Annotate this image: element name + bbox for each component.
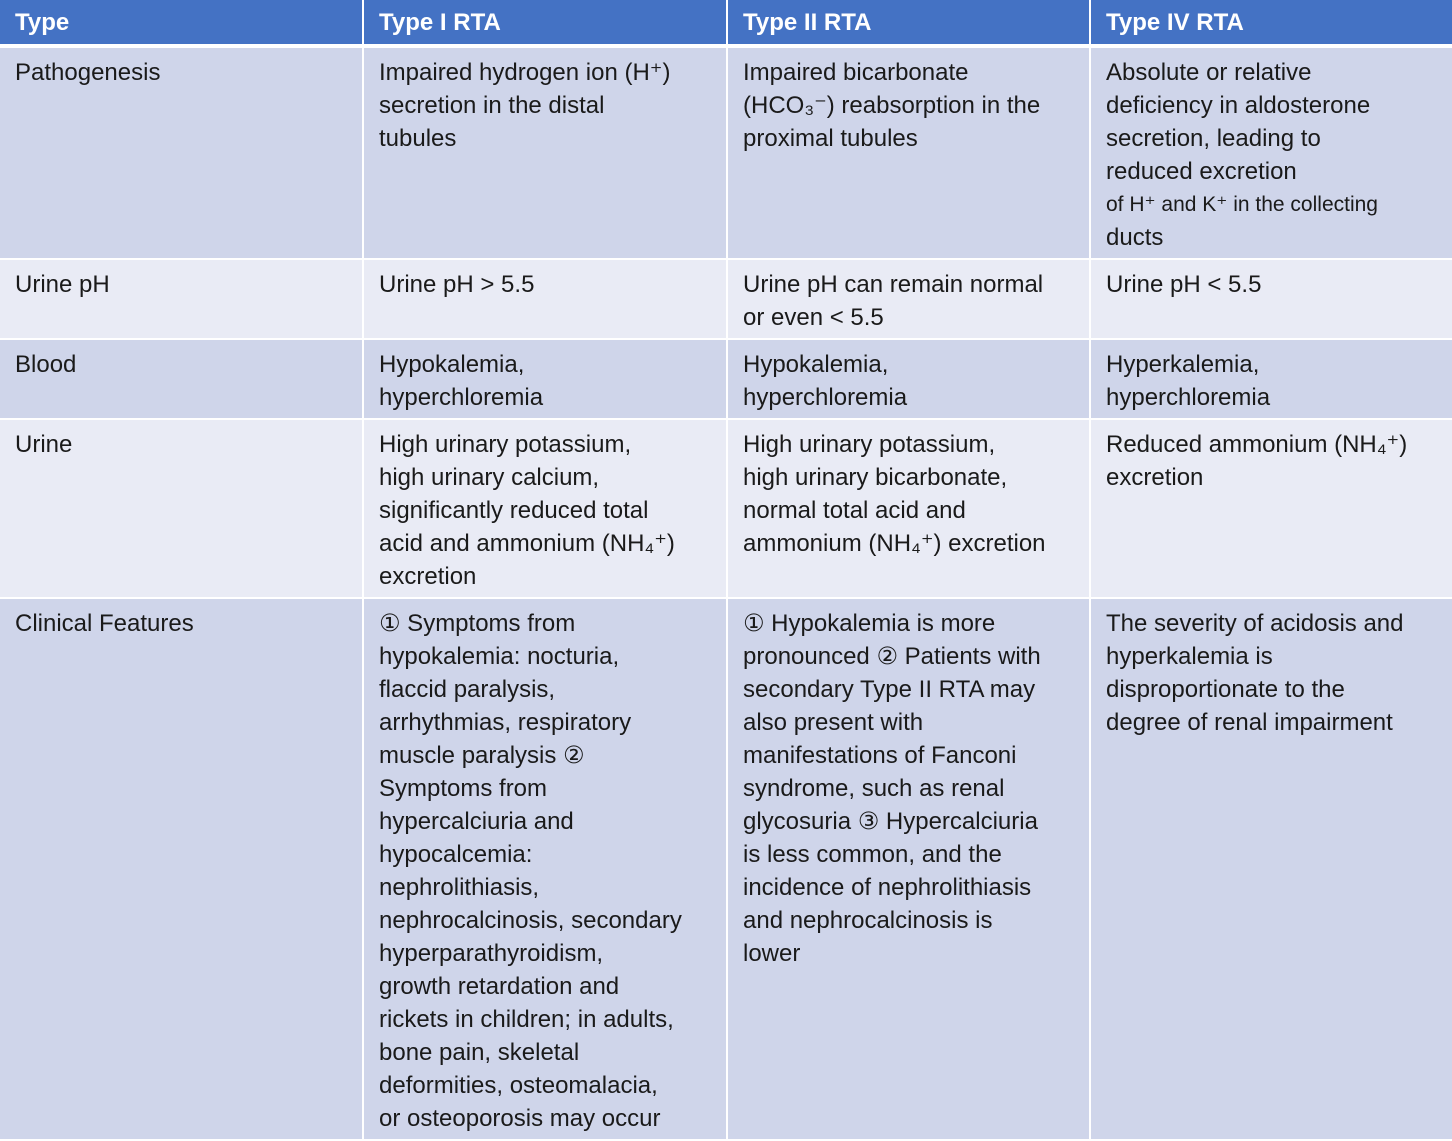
cell-line: Reduced ammonium (NH₄⁺) xyxy=(1106,431,1408,458)
row-label: Urine xyxy=(0,419,363,598)
cell-line: manifestations of Fanconi xyxy=(743,742,1017,769)
header-cell-type-iv: Type IV RTA xyxy=(1090,0,1452,46)
table-row-clinical-features xyxy=(0,598,1452,1140)
table-cell xyxy=(363,259,727,339)
cell-line: Hypokalemia, xyxy=(379,351,525,378)
cell-line: normal total acid and xyxy=(743,497,966,524)
cell-line: Impaired hydrogen ion (H⁺) xyxy=(379,59,671,86)
cell-line: pronounced ② Patients with xyxy=(743,643,1041,670)
cell-line: Symptoms from xyxy=(379,775,548,802)
cell-line: hyperchloremia xyxy=(379,384,544,411)
table-cell xyxy=(363,598,727,1140)
cell-line: also present with xyxy=(743,709,924,736)
cell-line: proximal tubules xyxy=(743,125,918,152)
table-row-urine xyxy=(0,419,1452,598)
cell-line: high urinary bicarbonate, xyxy=(743,464,1008,491)
cell-line: or even < 5.5 xyxy=(743,304,884,331)
cell-line: excretion xyxy=(1106,464,1204,491)
table-cell xyxy=(363,419,727,598)
cell-line: nephrolithiasis, xyxy=(379,874,540,901)
table-cell xyxy=(1090,598,1452,1140)
table-cell xyxy=(363,339,727,419)
table-cell xyxy=(727,339,1090,419)
table-cell xyxy=(1090,259,1452,339)
table-cell xyxy=(727,259,1090,339)
cell-line: Urine pH can remain normal xyxy=(743,271,1044,298)
cell-line: (HCO₃⁻) reabsorption in the xyxy=(743,92,1041,119)
cell-line: bone pain, skeletal xyxy=(379,1039,580,1066)
row-label: Pathogenesis xyxy=(0,46,363,259)
cell-line: syndrome, such as renal xyxy=(743,775,1005,802)
cell-line: hyperchloremia xyxy=(1106,384,1271,411)
cell-line: nephrocalcinosis, secondary xyxy=(379,907,682,934)
cell-line: is less common, and the xyxy=(743,841,1002,868)
cell-line: tubules xyxy=(379,125,457,152)
cell-line: ① Symptoms from xyxy=(379,610,576,637)
header-row xyxy=(0,0,1452,46)
cell-line: hypercalciuria and xyxy=(379,808,574,835)
cell-line: Absolute or relative xyxy=(1106,59,1312,86)
cell-line: hyperkalemia is xyxy=(1106,643,1273,670)
cell-line: growth retardation and xyxy=(379,973,620,1000)
table-cell xyxy=(363,46,727,259)
table-row-pathogenesis xyxy=(0,46,1452,259)
cell-line: Urine pH < 5.5 xyxy=(1106,271,1262,298)
cell-line: lower xyxy=(743,940,801,967)
row-label: Blood xyxy=(0,339,363,419)
cell-line: reduced excretion xyxy=(1106,158,1297,185)
cell-line: secretion, leading to xyxy=(1106,125,1321,152)
cell-line: glycosuria ③ Hypercalciuria xyxy=(743,808,1038,835)
cell-line: Urine pH > 5.5 xyxy=(379,271,535,298)
table-cell xyxy=(1090,339,1452,419)
cell-line: rickets in children; in adults, xyxy=(379,1006,674,1033)
cell-line: hyperchloremia xyxy=(743,384,908,411)
cell-line: High urinary potassium, xyxy=(379,431,632,458)
table-cell xyxy=(727,598,1090,1140)
cell-line: of H⁺ and K⁺ in the collecting xyxy=(1106,193,1378,216)
cell-line: secondary Type II RTA may xyxy=(743,676,1036,703)
table-cell xyxy=(1090,419,1452,598)
cell-line: acid and ammonium (NH₄⁺) xyxy=(379,530,675,557)
cell-line: Impaired bicarbonate xyxy=(743,59,969,86)
cell-line: deficiency in aldosterone xyxy=(1106,92,1371,119)
cell-line: or osteoporosis may occur xyxy=(379,1105,661,1132)
cell-line: The severity of acidosis and xyxy=(1106,610,1404,637)
cell-line: high urinary calcium, xyxy=(379,464,600,491)
table-cell xyxy=(1090,46,1452,259)
cell-line: Hyperkalemia, xyxy=(1106,351,1260,378)
row-label: Urine pH xyxy=(0,259,363,339)
cell-line: ① Hypokalemia is more xyxy=(743,610,996,637)
header-cell-type: Type xyxy=(0,0,363,46)
cell-line: flaccid paralysis, xyxy=(379,676,556,703)
cell-line: secretion in the distal xyxy=(379,92,605,119)
cell-line: ducts xyxy=(1106,224,1164,251)
cell-line: significantly reduced total xyxy=(379,497,649,524)
cell-line: arrhythmias, respiratory xyxy=(379,709,632,736)
cell-line: degree of renal impairment xyxy=(1106,709,1393,736)
header-cell-type-i: Type I RTA xyxy=(363,0,727,46)
cell-line: deformities, osteomalacia, xyxy=(379,1072,658,1099)
cell-line: Hypokalemia, xyxy=(743,351,889,378)
cell-line: excretion xyxy=(379,563,477,590)
row-label: Clinical Features xyxy=(0,598,363,1140)
cell-line: incidence of nephrolithiasis xyxy=(743,874,1032,901)
cell-line: and nephrocalcinosis is xyxy=(743,907,993,934)
table-row-blood xyxy=(0,339,1452,419)
table-row-urine-ph xyxy=(0,259,1452,339)
cell-line: hypokalemia: nocturia, xyxy=(379,643,620,670)
cell-line: ammonium (NH₄⁺) excretion xyxy=(743,530,1046,557)
cell-line: hypocalcemia: xyxy=(379,841,533,868)
cell-line: High urinary potassium, xyxy=(743,431,996,458)
cell-line: hyperparathyroidism, xyxy=(379,940,604,967)
header-cell-type-ii: Type II RTA xyxy=(727,0,1090,46)
cell-line: disproportionate to the xyxy=(1106,676,1345,703)
cell-line: muscle paralysis ② xyxy=(379,742,585,769)
table-cell xyxy=(727,46,1090,259)
table-cell xyxy=(727,419,1090,598)
